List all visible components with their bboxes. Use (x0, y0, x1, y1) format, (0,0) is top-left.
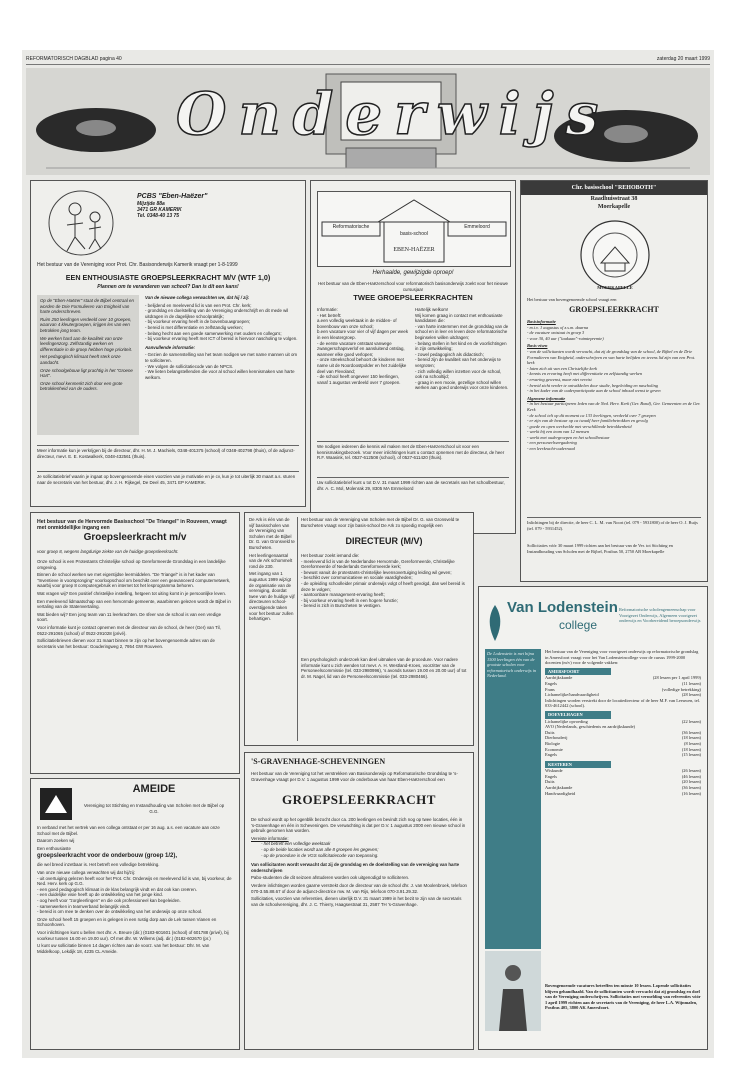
general-info-item: - in het bestuur participeren leden van de Ned. Herv. Kerk (Ger. Bond), Ger. Gemeenten en de Ger. Kerk (527, 401, 701, 412)
body-paragraph: Verdere inlichtingen worden gaarne verstrekt door de directeur van de school dhr. J. van Moolenbroek, telefoon 070-3.55.88.67 of door de adjunct-directrice mw. M. van Rijs, telefoon 070-3.91.29.32. (251, 882, 467, 894)
subject-name: Engels (545, 680, 557, 686)
general-info-heading: Algemene informatie (527, 395, 566, 401)
apply-text: Een psychologisch onderzoek kan deel uitmaken van de procedure. Voor nadere informatie kunt u zich wenden tot mevr. A. H. Westland-Kroes, voorzitter van de Personeelscommissie (tel. 033-2980996), 's avonds tussen 19.00 en 20.00 uur) of tot dr. M. Nagel, lid van de Personeelscommissie (tel. 033-2980466). (301, 657, 467, 679)
logo-left-label: Reformatorische (332, 224, 370, 230)
profile-line: Ruim 250 leerlingen verdeeld over 10 groepen, waarvan 4 kleutergroepen, krijgen les van een betrokken jong team. (40, 316, 132, 333)
vacancy-title: TWEE GROEPSLEERKRACHTEN (353, 293, 473, 302)
basic-requirements-heading: Basis-eisen (527, 343, 548, 349)
requirement-item: - een duidelijke visie heeft op de ontwikkeling van het jonge kind. (37, 892, 163, 898)
contact-text: We nodigen iedereen die kennis wil maken met de Eben-Haëzerschool uit voor een kennismakingsbezoek. Voor meer inlichtingen kunt u contact opnemen met de directeur, de heer R.F. Waasink, tel. 0527-612508 (school), of 0527-611420 (thuis). (317, 441, 509, 461)
subject-hours: (16 lessen) (681, 790, 701, 796)
person-photo (485, 951, 541, 1031)
welcome-heading: Hartelijk welkom! (415, 307, 449, 312)
section-doevelhagen: DOEVELHAGEN (545, 711, 611, 719)
body-paragraph: Sollicitatiebrieven dienen voor 31 maart binnen te zijn op het bovengenoemde adres van de secretaris van het bestuur: Gouderingweg 2, 7954 GW Rouveen. (37, 638, 215, 649)
profile-line: We werken hard aan de kwaliteit van onze leerlingenzorg. Zelfstandig werken en differentiatie in de groep hebben hoge prioriteit. (40, 335, 133, 352)
general-info-item: - werkt bij een team van 12 mensen (527, 429, 590, 435)
info-body (527, 319, 701, 509)
body-paragraph: Wat bieden wij? Een jong team van 11 leerkrachten. De sfeer van de school is van een vredige soort. (37, 611, 222, 623)
subject-hours: (46 lessen) (681, 773, 701, 779)
requirement-item: - bij voorkeur ervaring heeft in een hogere functie; (301, 597, 398, 603)
subject-name: Engels (545, 773, 557, 779)
vacancy-title: EEN ENTHOUSIASTE GROEPSLEERKRACHT M/V (WTF 1,0) (65, 273, 271, 282)
profile-line: Op de "Eben-Haëzer" staat de Bijbel centraal en worden de Drie Formulieren van Enigheid van harte onderschreven. (40, 298, 134, 315)
body-paragraph: die wel breed inzetbaar is. Het betreft een volledige betrekking. (37, 862, 160, 868)
requirement-item: - bij voorkeur ervaring heeft in de bovenbouwgroepen; (145, 319, 251, 325)
ameide-logo-icon (39, 787, 73, 821)
general-info-item: - goede en open werkvelde met verschillende betrokkenheid (527, 423, 632, 429)
body-text (251, 817, 467, 1043)
brand-name: Van Lodenstein (507, 599, 618, 616)
basic-requirement-item: - laten zich uit van een Christelijke kerk (527, 365, 598, 371)
subject-name: Handvaardigheid (545, 790, 576, 796)
header-left: REFORMATORISCH DAGBLAD pagina 40 (26, 56, 122, 62)
info-heading: Informatie: (317, 307, 338, 312)
basic-requirement-item: - bereid zicht verder te ontwikkelen door studie, begeleiding en nascholing (527, 382, 658, 388)
requirement-item: - meelevend lid is van de Nederlandse Hervormde, Gereformeerde, Christelijke Gereformeerde of Nederlands Gereformeerde kerk; (301, 558, 455, 570)
welcome-item: Wij komen graag in contact met enthousiaste kandidaten die: (415, 312, 503, 324)
requirement-item: - bereid is om mee te denken over de ontwikkeling van het onderwijs op onze school. (37, 909, 203, 915)
requirement-item: - samenwerken in teamverband belangrijk vindt. (37, 903, 131, 909)
welcome-item: - graag in een mooie, gezellige school willen werken aan goed onderwijs voor onze kinderen. (415, 379, 509, 391)
vacancy-subtitle: voor groep 8, wegens langdurige ziekte van de huidige groepsleerkracht. (37, 549, 179, 554)
requirement-item: - bereid is zich in Burscheten te vestigen. (301, 603, 382, 609)
vacancy-subtitle: Plannen om te veranderen van school? Dan is dit een kans! (97, 284, 239, 290)
subject-hours: (11 lessen) (682, 680, 701, 686)
apply-text: Uw sollicitatiebrief kunt u tot D.V. 31 maart 1999 richten aan de secretaris van het schoolbestuur, dhr. A. C. Mol, Molenrak 29, 8305 MA Emmeloord (317, 477, 509, 491)
requirement-item: - op de beide locaties wordt aan alle 8 groepen les gegeven; (261, 846, 379, 852)
vacancy-title: GROEPSLEERKRACHT (282, 792, 436, 807)
requirement-item: - belang hecht aan een goede samenwerking met ouders en collega's; (145, 330, 282, 336)
body-paragraph: U kunt uw sollicitatie binnen 14 dagen richten aan de voorz. van het bestuur: Dhr. M. van Middelkoop, Lekdijk 18, 4235 CL Ameide. (37, 943, 210, 954)
profile-line: Het pedagogisch klimaat heeft sterk onze aandacht. (40, 354, 121, 365)
info-item: - Het betreft: (317, 312, 342, 318)
body-paragraph: Voor informatie kunt je contact opnemen met de directeur van de school, de heer (Ger) van Til, 0522-291065 (school) of 0522-291028 (privé). (37, 624, 221, 636)
basic-requirement-item: - van de sollicitanten wordt verwacht, dat zij de grondslag van de school, de Bijbel en de Drie Formulieren van Enigheid, onderschrijven en van harte belijden en tevens lid zijn van een Prot. kerk (527, 348, 696, 366)
role-title: groepsleerkracht voor de onderbouw (groep 1/2), (37, 853, 178, 860)
subject-name: AVO (Nederlands, geschiedenis en aardrijkskunde) (545, 724, 636, 730)
requirements-heading: Vereiste informatie: (251, 835, 289, 841)
info-item: - de eerste vacature ontstaat vanwege zwangerschapsverlof en aansluitend ontslag, wanneer elke goed verlopen; (317, 340, 405, 357)
ad-lodenstein (478, 586, 708, 1050)
body-paragraph: Onze school heeft 15 groepen en is gelegen in een rustig dorp aan de Lek tussen Vianen en Schoonhoven. (37, 916, 217, 928)
page-header (26, 54, 710, 65)
body-text (37, 559, 233, 767)
subject-name: Lichamelijke opvoeding (545, 718, 588, 724)
subject-name: Aardrijkskunde (545, 785, 573, 791)
requirement-item: - de opleiding schoolleider primair onderwijs volgt of heeft gevolgd, dan wel bereid is deze te volgen; (301, 580, 465, 592)
info-item: - onze streekschool behoort de kinderen met name uit de Noordoostpolder en het zuidelijke deel van Flevoland; (317, 357, 407, 374)
subject-name: Dierhouderij (545, 735, 568, 741)
info-item: - de school heeft ongeveer 150 leerlingen, vanaf 1 augustus verdeeld over 7 groepen. (317, 374, 401, 385)
intro-text: Het bestuur van bovengenoemde school vraagt een (527, 297, 617, 302)
requirement-item: - uit overtuiging gelezen heeft voor het Prot. Chr. Onderwijs en meelevend lid is van, bij voorkeur, de Ned. Herv. kerk op G.G. (37, 875, 232, 887)
school-profile-panel (37, 295, 139, 435)
intro-text: Het bestuur van de Vereniging tot het verstrekken van Basisonderwijs op Reformatorische Grondslag te 's-Gravenhage vraagt per D.V. 1 augustus 1999 voor de onderbouw van haar Eben-Haëzerschool een (251, 771, 458, 782)
body-paragraph: Een enthousiaste (37, 845, 71, 851)
general-info-item: - werkt met oudergroepen en het schoolbestuur (527, 434, 610, 440)
ad-burscheten (244, 512, 474, 746)
org-tel: Tel. 0348-40 13 75 (137, 213, 180, 219)
subject-hours: (22 lessen) (681, 718, 701, 724)
ad-gravenhage (244, 752, 474, 1050)
logo-right-label: Emmeloord (464, 224, 490, 230)
vacancy-title: DIRECTEUR (M/V) (345, 536, 423, 546)
ameide-subtitle: Vereniging tot Stichting en Instandhouding van Scholen met de Bijbel op G.G. (83, 803, 225, 814)
ad-moerkapelle (520, 180, 708, 582)
subject-hours: (28 lessen per 1 april 1999) (652, 675, 701, 681)
subject-name: Aardrijkskunde (545, 675, 573, 681)
subject-hours: (volledige betrekking) (661, 686, 701, 692)
section-kesteren: KESTEREN (545, 761, 611, 769)
subject-name: Frans (545, 686, 555, 692)
requirement-item: - grondslag en doelstelling van de Vereniging onderschrijft en dit mede wil uitdragen in de dagelijkse schoolpraktijk; (145, 308, 289, 319)
logo-mid-label: basis-school (400, 231, 428, 237)
extra-info-item: - We volgen de sollicitatiecode van de NPCS. (145, 363, 234, 369)
general-info-item: - een personeelsvergadering (527, 440, 577, 446)
body-paragraph: Een meelevend lidmaatschap van een hervormde gemeente, waarbinnen gelezen wordt de Bijbel in vertaling van de Statenvertaling. (37, 598, 231, 610)
info-column (317, 307, 409, 425)
logo-school-name: EBEN-HAËZER (393, 247, 435, 253)
side-paragraph: Met ingang van 1 augustus 1999 wijzigt de organisatie van de vereniging, doordat twee van de huidige vijf directeuren school-overstijgende taken voor het bestuur zullen behartigen. (249, 571, 295, 622)
profile-line: Onze school kenmerkt zich door een grote betrokkenheid van de ouders. (40, 380, 123, 392)
subject-hours: (28 lessen) (681, 692, 701, 698)
side-panel (485, 649, 541, 949)
subject-name: Lichamelijke/handvaardigheid (545, 692, 599, 698)
requirement-item: - belijdend en meelevend lid is van een Prot. Chr. kerk; (145, 302, 252, 308)
subject-hours: (36 lessen) (681, 729, 701, 735)
school-address: Raadhuisstraat 38 (590, 196, 638, 202)
info-item: a.een volledig weektaak in de midden- of bovenbouw van onze school; (317, 318, 397, 329)
section-amersfoort: AMERSFOORT (545, 668, 611, 676)
requirement-item: - aantoonbare management-ervaring heeft; (301, 592, 385, 598)
welcome-item: - belang stellen in het kind en de voorlichtingen in zijn ontwikkeling; (415, 340, 507, 352)
header-right: zaterdag 20 maart 1999 (656, 56, 710, 62)
contact-text: Meer informatie kun je verkrijgen bij de directeur, dhr. H. M. J. Machiels, 0348-401375 (school) of 0348-402798 (thuis), of de adjunct-directeur, mevr. E. E. Kostwalkerk, 0348-432561 (thuis). (37, 445, 299, 459)
requirement-item: - op de procedure is de VGS sollicitatiecode van toepassing. (261, 852, 379, 858)
requirements-column (145, 295, 299, 439)
school-logo-block (317, 191, 511, 267)
body-paragraph: Pabo-studenten die dit seizoen afstuderen worden ook uitgenodigd te solliciteren. (251, 875, 410, 881)
basic-info-item: - m.i.v. 1 augustus of z.s.m. daarna (527, 324, 589, 330)
contact-text: Inlichtingen bij de directie, de heer C. L. M. van Noort (tel. 079 - 5931800) of de heer O. J. Buijs (tel. 079 - 5931452). (527, 517, 701, 531)
body-paragraph: De school wordt op het ogenblik bezocht door ca. 200 leerlingen en bevindt zich nog op twee locaties, één in 's-Gravenhage en één in Scheveningen. De verwachting is dat per D.V. 1 augustus 2000 een nieuwe school in gebruik genomen kan worden. (251, 817, 466, 834)
flame-logo-icon (485, 603, 505, 643)
ad-emmeloord (310, 180, 516, 534)
place-heading: 'S-GRAVENHAGE-SCHEVENINGEN (251, 757, 386, 766)
requirement-statement: Van sollicitanten wordt verwacht dat zij de grondslag en de doelstelling van de vereniging van harte onderschrijven (251, 862, 460, 873)
org-addr1: Mijzijde 88a (137, 201, 165, 207)
basic-requirement-item: - kennis en ervaring heeft met differentiatie en zelfstandig werken (527, 371, 643, 377)
intro-text: Het bestuur van de Vereniging voor voortgezet onderwijs op reformatorische grondslag in Amersfoort vraagt voor het Van Lodensteincollege voor de cursus 1999-2000 docenten (m/v) voor de volgende vakken: (545, 649, 699, 666)
org-addr2: 3471 GR KAMERIK (137, 207, 182, 213)
vacancy-body (545, 649, 701, 979)
side-column (249, 517, 298, 741)
welcome-item: - zich volledig willen inzetten voor de school, ook na schooltijd; (415, 368, 502, 380)
ad-kamerik (30, 180, 306, 507)
subject-name: Wiskunde (545, 768, 563, 774)
tagline: Herhaalde, gewijzigde oproep! (372, 270, 454, 276)
subject-name: Duits (545, 729, 555, 735)
body-paragraph: Wat vragen wij? Een positief christelijke instelling, hetgeen tot uiting komt in je persoonlijke leven. (37, 590, 226, 596)
subject-name: Economie (545, 746, 563, 752)
requirement-item: - het betreft een volledige weektaak (261, 841, 331, 847)
intro-text: Het bestuur van de Eben-Haëzerschool voor reformatorisch basisonderwijs zoekt voor het nieuwe cursusjaar (318, 281, 508, 292)
subject-hours: (36 lessen) (681, 785, 701, 791)
requirement-item: - bewust vanuit de protestants-christelijke levensovertuiging leiding wil geven; (301, 569, 452, 575)
section-banner (26, 68, 710, 175)
subject-name: Duits (545, 779, 555, 785)
requirements-list (301, 553, 467, 649)
general-info-item: - een leerkracht-ouderraad (527, 446, 575, 452)
body-paragraph: In verband met het vertrek van een collega ontstaat er per 16 aug. a.s. een vacature aan onze School met de Bijbel. (37, 825, 220, 836)
subject-hours: (15 lessen) (681, 752, 701, 758)
welcome-item: - bereid zijn de kwaliteit van het onderwijs te vergroten; (415, 357, 501, 368)
org-name: PCBS "Eben-Haëzer" (137, 193, 208, 200)
requirements-heading: Het bestuur zoekt iemand die: (301, 553, 360, 558)
brand-suffix: college (559, 618, 598, 632)
ameide-title: AMEIDE (132, 783, 176, 795)
apply-text: Bovengenoemde vacatures betreffen ten minste 10 lessen. Lopende sollicitaties blijven gehandhaafd. Van de sollicitanten wordt verwacht dat zij grondslag en doel van de Vereniging onderschrijven. Sollicitaties met vermelding van referenties vóór 1 april 1999 richten aan de secretaris van de Vereniging, de heer L.A. Wijnmalen, Postbus 405, 3800 AK Amersfoort. (545, 983, 701, 1011)
subject-hours: (18 lessen) (681, 735, 701, 741)
welcome-item: - van harte instemmen met de grondslag van de school en in leer en leven deze reformatorische beginselen willen uitdragen; (415, 323, 509, 340)
profile-line: Onze schoolgebouw ligt prachtig in het "Groene Hart". (40, 367, 133, 379)
vacancy-title: GROEPSLEERKRACHT (569, 305, 659, 314)
apply-text: Je sollicitatiebrief waarin je ingaat op bovengenoemde eisen voorzien van je motivatie en je cv, kun je tot uiterlijk 30 maart a.s. sturen naar de secretaris van het bestuur, dhr. J. H. Rijkegel, De Deel 45, 3471 EP KAMERIK. (37, 471, 299, 485)
general-info-item: - de school telt op dit moment ca 133 leerlingen, verdeeld over 7 groepen (527, 412, 656, 418)
side-panel-text: De Lodenstein is met bijna 1500 leerlingen één van de grootste scholen voor reformatorisch onderwijs in Nederland. (487, 651, 537, 679)
subject-hours: (26 lessen) (681, 768, 701, 774)
extra-info-item: - We lieten belangstellenden die voor al school willen kennismaken van harte welkom. (145, 369, 295, 380)
apply-text: Sollicitaties vóór 30 maart 1999 richten aan het bestuur van de Ver. tot Stichting en Instandhouding van Scholen met de Bijbel, Postbus 50, 2750 AB Moerkapelle (527, 543, 673, 554)
body-paragraph: Sollicitaties, voorzien van referenties, dienen uiterlijk D.V. 31 maart 1999 in het bezit te zijn van de secretaris van de schoolvereniging, dhr. J. C. Thierry, Haagsestraat 31, 2587 TH 's-Gravenhage. (251, 896, 462, 907)
requirement-item: - bereid is met differentiatie en zelfstandig werken; (145, 324, 243, 330)
body-paragraph: Binnen de school werken we met eigentijdse leermiddelen. "De Triangel" is in het kader van "Inventieve in voorspronging" voorloopschool om beschikt over een geavanceerd computernetwerk, waarbij voor groep 8 computergebruik en internet tot het lesprogramma behoren. (37, 572, 231, 589)
intro-text: Het bestuur van de Hervormde Basisschool "De Triangel" in Rouveen, vraagt met onmiddellijke ingang een (37, 519, 227, 532)
basic-info-item: - voor 30, 40 uur ("taakaan"-ruimtepremie) (527, 335, 604, 341)
banner-title: Onderwijs (176, 80, 611, 148)
body-text (37, 825, 233, 1043)
school-seal-icon (577, 217, 653, 293)
brand-tagline: Reformatorische scholengemeenschap voor Voortgezet Onderwijs, Algemeen voortgezet onderwijs en Voorbereidend beroepsonderwijs (619, 607, 701, 624)
intro-text: Het bestuur van de Vereniging voor Prot. Chr. Basisonderwijs Kamerik vraagt per 1-8-1999 (37, 262, 238, 268)
school-place: Moerkapelle (597, 204, 631, 210)
requirement-item: - bij voorkeur ervaring heeft met ICT of bereid is hiervoor nascholing te volgen. (145, 336, 298, 342)
subject-hours: (8 lessen) (684, 740, 701, 746)
subject-name: Biologie (545, 740, 561, 746)
basic-requirement-item: - ervaring gewenst, maar niet vereist (527, 376, 592, 382)
basic-info-heading: Basisinformatie (527, 319, 556, 324)
side-paragraph: De Ark is één van de vijf basisscholen van de Vereniging van Scholen met de Bijbel Dr. G. van Gronsveld te Burscheten. (249, 517, 295, 550)
vacancy-title: Groepsleerkracht m/v (83, 532, 187, 543)
info-text: Inlichtingen worden verstrekt door de locatiedirecteur of de heer M.F. van Leeuwen, tel. 033-4612442 (school). (545, 697, 700, 709)
requirements-heading: Van de nieuwe collega verwachten we, dat hij / zij: (145, 295, 250, 300)
side-paragraph: Het leerlingenaantal van de Ark schommelt rond de 230. (249, 552, 293, 569)
extra-info-heading: Aanvullende informatie: (145, 344, 196, 350)
school-name-bar: Chr. basisschool "REHOBOTH" (521, 181, 707, 195)
seal-label: MOERKAPELLE (597, 285, 633, 290)
ad-rouveen (30, 512, 240, 774)
basic-requirement-item: - in het kader van de ouderparticipatie aan de school inhoud wenst te geven (527, 388, 661, 394)
school-logo-illustration (39, 187, 129, 259)
requirement-item: Van onze nieuwe collega verwachten wij dat hij/zij: (37, 869, 136, 875)
info-item: b.een vacature voor vier of vijf dagen per week in een kleutergroep. (317, 329, 409, 340)
basic-info-item: - de vacature ontstaat in groep 3 (527, 330, 585, 336)
general-info-item: - er zijn van de bestuur op ca twaalf heer familiebetrokken en gevolg (527, 418, 648, 424)
body-paragraph: Onze school is een Protestants Christelijke school op Gereformeerde Grondslag in een landelijke omgeving. (37, 559, 226, 570)
subject-hours: (18 lessen) (681, 746, 701, 752)
welcome-item: - zowel pedagogisch als didactisch; (415, 351, 484, 357)
ad-ameide (30, 778, 240, 1050)
requirement-item: - een goed pedagogisch klimaat in de klas belangrijk vindt en dat ook kan creëren. (37, 886, 197, 892)
requirement-item: - beschikt over communicatieve en sociale vaardigheden; (301, 575, 413, 581)
subject-hours: (20 lessen) (681, 779, 701, 785)
requirement-item: - oog heeft voor "zorgleerlingen" en die ook professioneel kan begeleiden. (37, 897, 181, 903)
subject-name: Engels (545, 752, 557, 758)
welcome-column (415, 307, 509, 425)
intro-text: Het bestuur van de Vereniging van Scholen met de Bijbel Dr. G. van Gronsveld te Burscheten vraagt voor zijn basis-school De Ark zo spoedig mogelijk een (301, 517, 460, 528)
body-paragraph: Voor inlichtingen kunt u bellen met dhr. A. Breure (dir.) (0183-601601 (school) of 601788 (privé), bij voorkeur tussen 16.00 en 19.00 uur). Of met dhr. W. Willems (adj. dir.) (0182-602670 (pr.) (37, 929, 229, 941)
body-paragraph: Daarom zoeken wij (37, 838, 75, 844)
extra-info-item: - Gezien de samenstelling van het team nodigen we met name mannen uit om te solliciteren. (145, 352, 298, 363)
